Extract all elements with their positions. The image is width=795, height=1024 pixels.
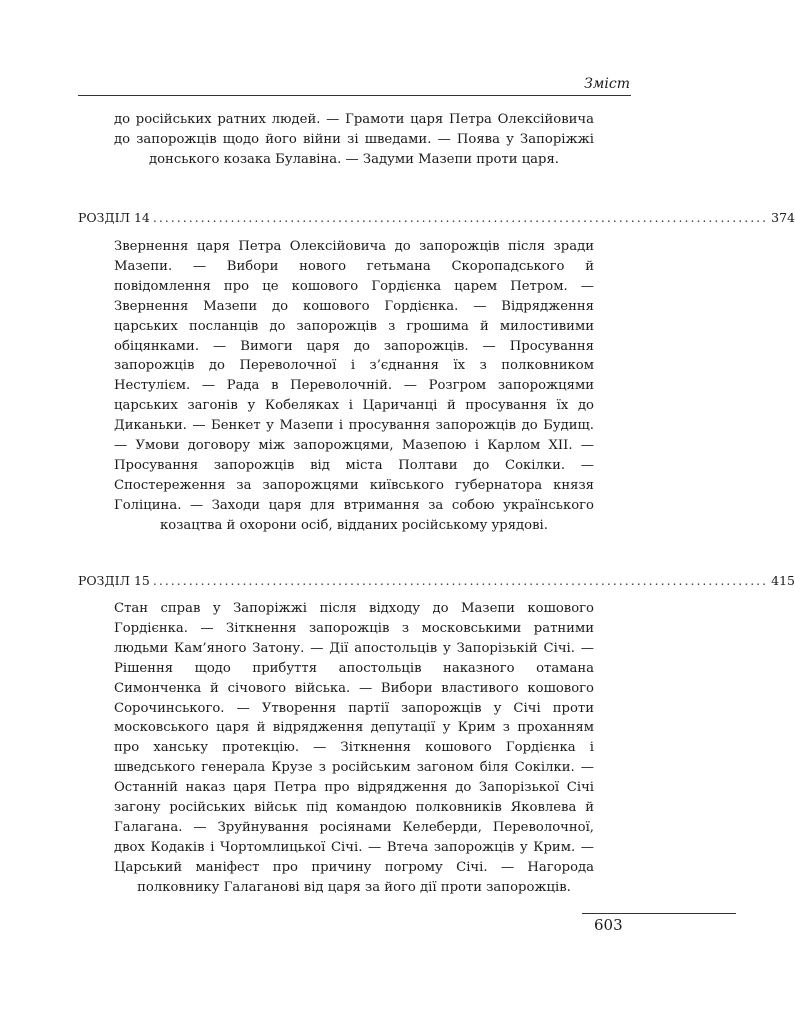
chapter-page-number: 415 (771, 573, 795, 588)
intro-paragraph: до російських ратних людей. — Грамоти царя Петра Олексійовича до запорожців щодо його війни зі шведами. — Поява у Запоріжжі донського козака Булавіна. — Задуми Мазепи проти царя. (114, 112, 594, 167)
chapter-label: РОЗДІЛ 15 (78, 573, 150, 588)
header-divider (78, 95, 631, 96)
chapter-label: РОЗДІЛ 14 (78, 210, 150, 225)
toc-entry-chapter-15[interactable] (78, 572, 795, 590)
running-header-title: Зміст (584, 76, 630, 92)
toc-entry-chapter-14[interactable] (78, 209, 795, 227)
dot-leader: ....................................................................................................... (152, 210, 769, 225)
chapter-15-summary: Стан справ у Запоріжжі після відходу до Мазепи кошового Гордієнка. — Зіткнення запорожців з московськими ратними людьми Кам’яного Затону. — Дії апостольців у Запорізькій Січі. — Рішення щодо прибуття апостольців наказного отамана Симонченка й січового війська. — Вибори властивого кошового Сорочинського. — Утворення партії запорожців у Січі проти московського царя й відрядження депутації у Крим з проханням про ханську протекцію. — Зіткнення кошового Гордієнка і шведського генерала Крузе з російським загоном біля Сокілки. — Останній наказ царя Петра про відрядження до Запорізької Січі загону російських військ під командою полковників Яковлева й Галагана. — Зруйнування росіянами Келеберди, Переволочної, двох Кодаків і Чортомлицької Січі. — Втеча запорожців у Крим. — Царський маніфест про причину погрому Січі. — Нагорода полковнику Галагановi від царя за його дії проти запорожців. (114, 601, 594, 895)
dot-leader: ....................................................................................................... (152, 573, 769, 588)
chapter-page-number: 374 (771, 210, 795, 225)
chapter-14-summary: Звернення царя Петра Олексійовича до запорожців після зради Мазепи. — Вибори нового гетьмана Скоропадського й повідомлення про це кошового Гордієнка царем Петром. — Звернення Мазепи до кошового Гордієнка. — Відрядження царських посланців до запорожців з грошима й милостивими обіцянками. — Вимоги царя до запорожців. — Просування запорожців до Переволочної і з’єднання їх з полковником Нестулієм. — Рада в Переволочній. — Розгром запорожцями царських загонів у Кобеляках і Царичанці й просування їх до Диканьки. — Бенкет у Мазепи і просування запорожців до Будищ. — Умови договору між запорожцями, Мазепою і Карлом XII. — Просування запорожців від міста Полтави до Сокілки. — Спостереження за запорожцями київського губернатора князя Голіцина. — Заходи царя для втримання за собою українського козацтва й охорони осіб, відданих російському урядові. (114, 239, 594, 533)
page-number: 603 (594, 916, 623, 934)
footer-divider (582, 913, 736, 914)
